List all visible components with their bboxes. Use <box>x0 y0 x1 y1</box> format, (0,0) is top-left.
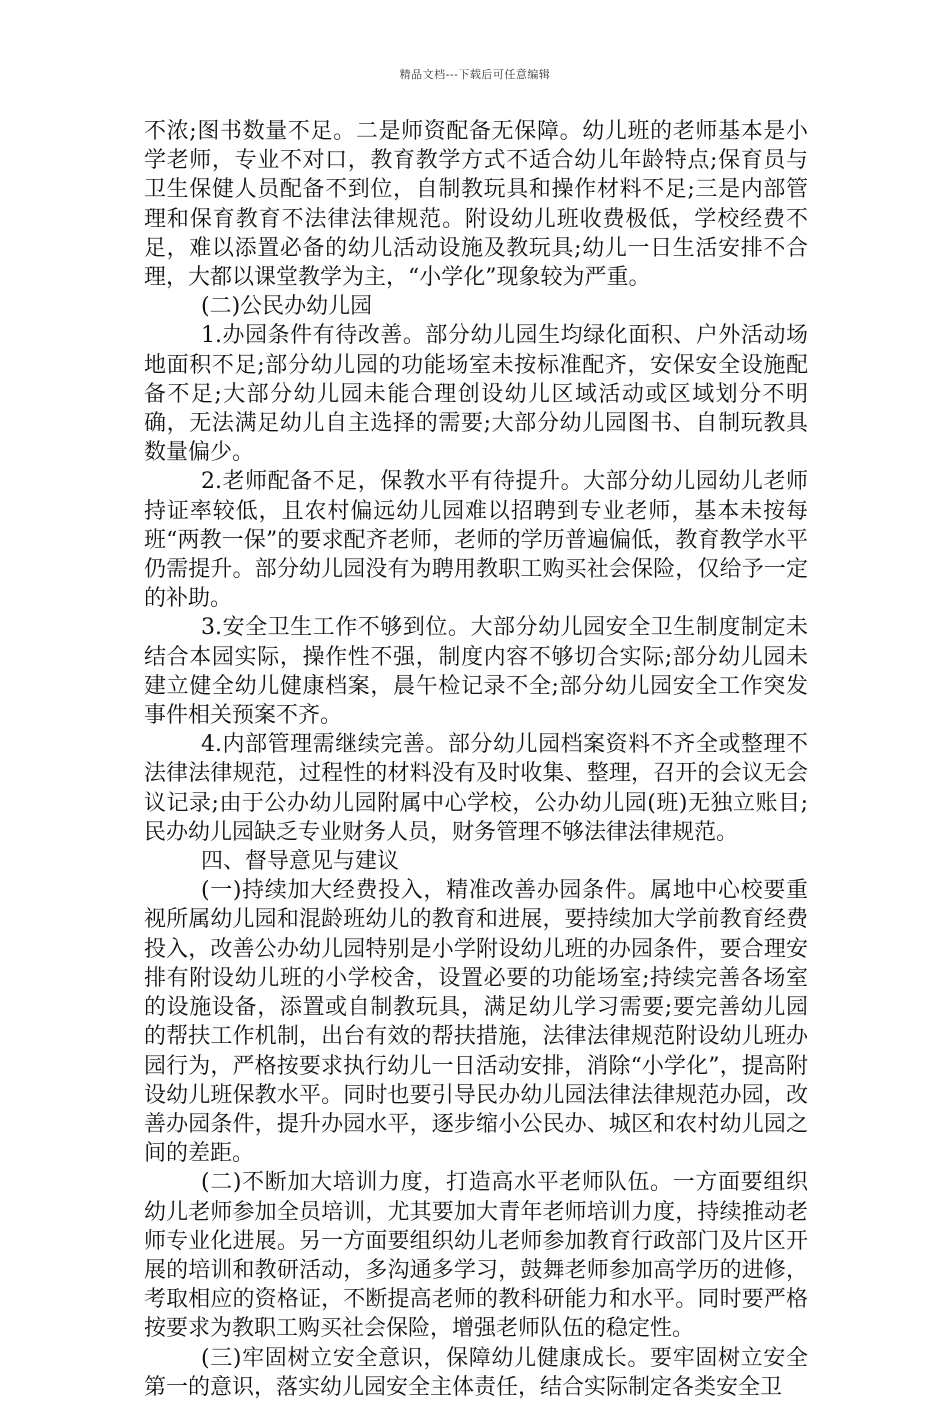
paragraph: 1.办园条件有待改善。部分幼儿园生均绿化面积、户外活动场地面积不足;部分幼儿园的功能场室未按标准配齐，安保安全设施配备不足;大部分幼儿园未能合理创设幼儿区域活动或区域划分不明确，无法满足幼儿自主选择的需要;大部分幼儿园图书、自制玩教具数量偏少。 <box>144 323 808 466</box>
document-body <box>144 117 808 1402</box>
section-heading: 四、督导意见与建议 <box>201 849 400 875</box>
paragraph: 2.老师配备不足，保教水平有待提升。大部分幼儿园幼儿老师持证率较低，且农村偏远幼儿园难以招聘到专业老师，基本未按每班“两教一保”的要求配齐老师，老师的学历普遍偏低，教育教学水平仍需提升。部分幼儿园没有为聘用教职工购买社会保险，仅给予一定的补助。 <box>144 469 808 612</box>
page-header: 精品文档---下载后可任意编辑 <box>399 68 551 81</box>
paragraph: (一)持续加大经费投入，精准改善办园条件。属地中心校要重视所属幼儿园和混龄班幼儿的教育和进展，要持续加大学前教育经费投入，改善公办幼儿园特别是小学附设幼儿班的办园条件，要合理安排有附设幼儿班的小学校舍，设置必要的功能场室;持续完善各场室的设施设备，添置或自制教玩具，满足幼儿学习需要;要完善幼儿园的帮扶工作机制，出台有效的帮扶措施，法律法律规范附设幼儿班办园行为，严格按要求执行幼儿一日活动安排，消除“小学化”，提高附设幼儿班保教水平。同时也要引导民办幼儿园法律法律规范办园，改善办园条件，提升办园水平，逐步缩小公民办、城区和农村幼儿园之间的差距。 <box>144 878 808 1167</box>
paragraph: 4.内部管理需继续完善。部分幼儿园档案资料不齐全或整理不法律法律规范，过程性的材料没有及时收集、整理，召开的会议无会议记录;由于公办幼儿园附属中心学校，公办幼儿园(班)无独立账目;民办幼儿园缺乏专业财务人员，财务管理不够法律法律规范。 <box>144 732 808 845</box>
paragraph: (三)牢固树立安全意识，保障幼儿健康成长。要牢固树立安全第一的意识，落实幼儿园安全主体责任，结合实际制定各类安全卫 <box>144 1345 808 1400</box>
section-heading: (二)公民办幼儿园 <box>201 294 373 320</box>
paragraph: (二)不断加大培训力度，打造高水平老师队伍。一方面要组织幼儿老师参加全员培训，尤其要加大青年老师培训力度，持续推动老师专业化进展。另一方面要组织幼儿老师参加教育行政部门及片区开展的培训和教研活动，多沟通多学习，鼓舞老师参加高学历的进修，考取相应的资格证，不断提高老师的教科研能力和水平。同时要严格按要求为教职工购买社会保险，增强老师队伍的稳定性。 <box>144 1170 808 1342</box>
paragraph: 不浓;图书数量不足。二是师资配备无保障。幼儿班的老师基本是小学老师，专业不对口，教育教学方式不适合幼儿年龄特点;保育员与卫生保健人员配备不到位，自制教玩具和操作材料不足;三是内部管理和保育教育不法律法律规范。附设幼儿班收费极低，学校经费不足，难以添置必备的幼儿活动设施及教玩具;幼儿一日生活安排不合理，大都以课堂教学为主，“小学化”现象较为严重。 <box>144 119 808 291</box>
paragraph: 3.安全卫生工作不够到位。大部分幼儿园安全卫生制度制定未结合本园实际，操作性不强，制度内容不够切合实际;部分幼儿园未建立健全幼儿健康档案，晨午检记录不全;部分幼儿园安全工作突发事件相关预案不齐。 <box>144 615 808 729</box>
